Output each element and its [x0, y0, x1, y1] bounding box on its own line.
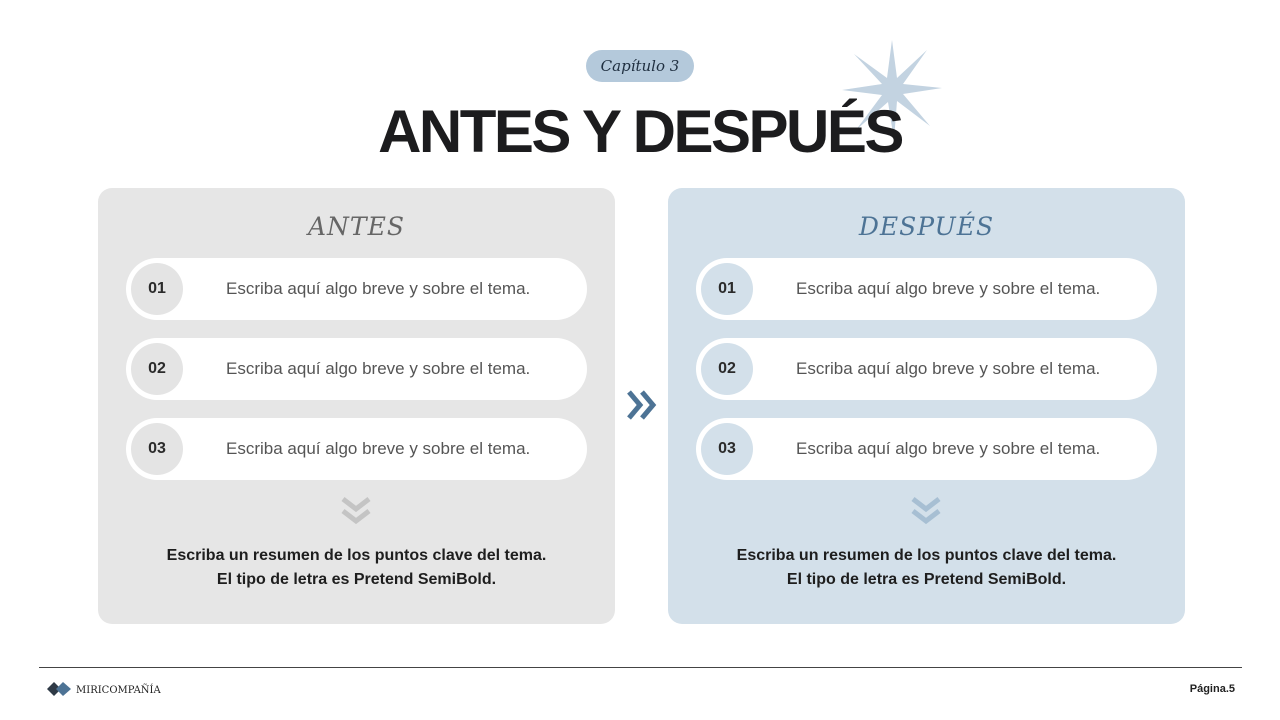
chapter-badge: Capítulo 3	[586, 50, 694, 82]
despues-item-1	[696, 258, 1157, 320]
item-number: 01	[131, 263, 183, 315]
item-text: Escriba aquí algo breve y sobre el tema.	[226, 359, 531, 378]
double-chevron-down-icon	[910, 496, 942, 526]
summary-line: Escriba un resumen de los puntos clave del tema.	[166, 547, 547, 564]
double-chevron-down-icon	[340, 496, 372, 526]
item-text: Escriba aquí algo breve y sobre el tema.	[226, 279, 531, 298]
despues-panel	[668, 188, 1185, 624]
page-number: Página.5	[1189, 683, 1235, 695]
summary-line: Escriba un resumen de los puntos clave del tema.	[736, 547, 1117, 564]
despues-heading: DESPUÉS	[858, 212, 995, 241]
item-text: Escriba aquí algo breve y sobre el tema.	[796, 279, 1101, 298]
item-text: Escriba aquí algo breve y sobre el tema.	[796, 359, 1101, 378]
item-number: 03	[701, 423, 753, 475]
despues-item-2	[696, 338, 1157, 400]
page-title: ANTES Y DESPUÉS	[378, 98, 902, 165]
item-number: 03	[131, 423, 183, 475]
despues-item-3	[696, 418, 1157, 480]
summary-line: El tipo de letra es Pretend SemiBold.	[786, 571, 1067, 588]
antes-summary	[98, 544, 615, 592]
logo-icon	[46, 680, 72, 698]
despues-summary	[668, 544, 1185, 592]
item-number: 02	[131, 343, 183, 395]
brand-name: miricompañía	[76, 681, 161, 697]
item-number: 01	[701, 263, 753, 315]
double-chevron-right-icon	[625, 389, 659, 421]
antes-item-2	[126, 338, 587, 400]
antes-item-1	[126, 258, 587, 320]
item-text: Escriba aquí algo breve y sobre el tema.	[796, 439, 1101, 458]
footer-divider	[39, 667, 1242, 668]
item-number: 02	[701, 343, 753, 395]
item-text: Escriba aquí algo breve y sobre el tema.	[226, 439, 531, 458]
antes-heading: ANTES	[308, 212, 405, 241]
brand-logo	[46, 680, 161, 698]
antes-panel	[98, 188, 615, 624]
summary-line: El tipo de letra es Pretend SemiBold.	[216, 571, 497, 588]
antes-item-3	[126, 418, 587, 480]
